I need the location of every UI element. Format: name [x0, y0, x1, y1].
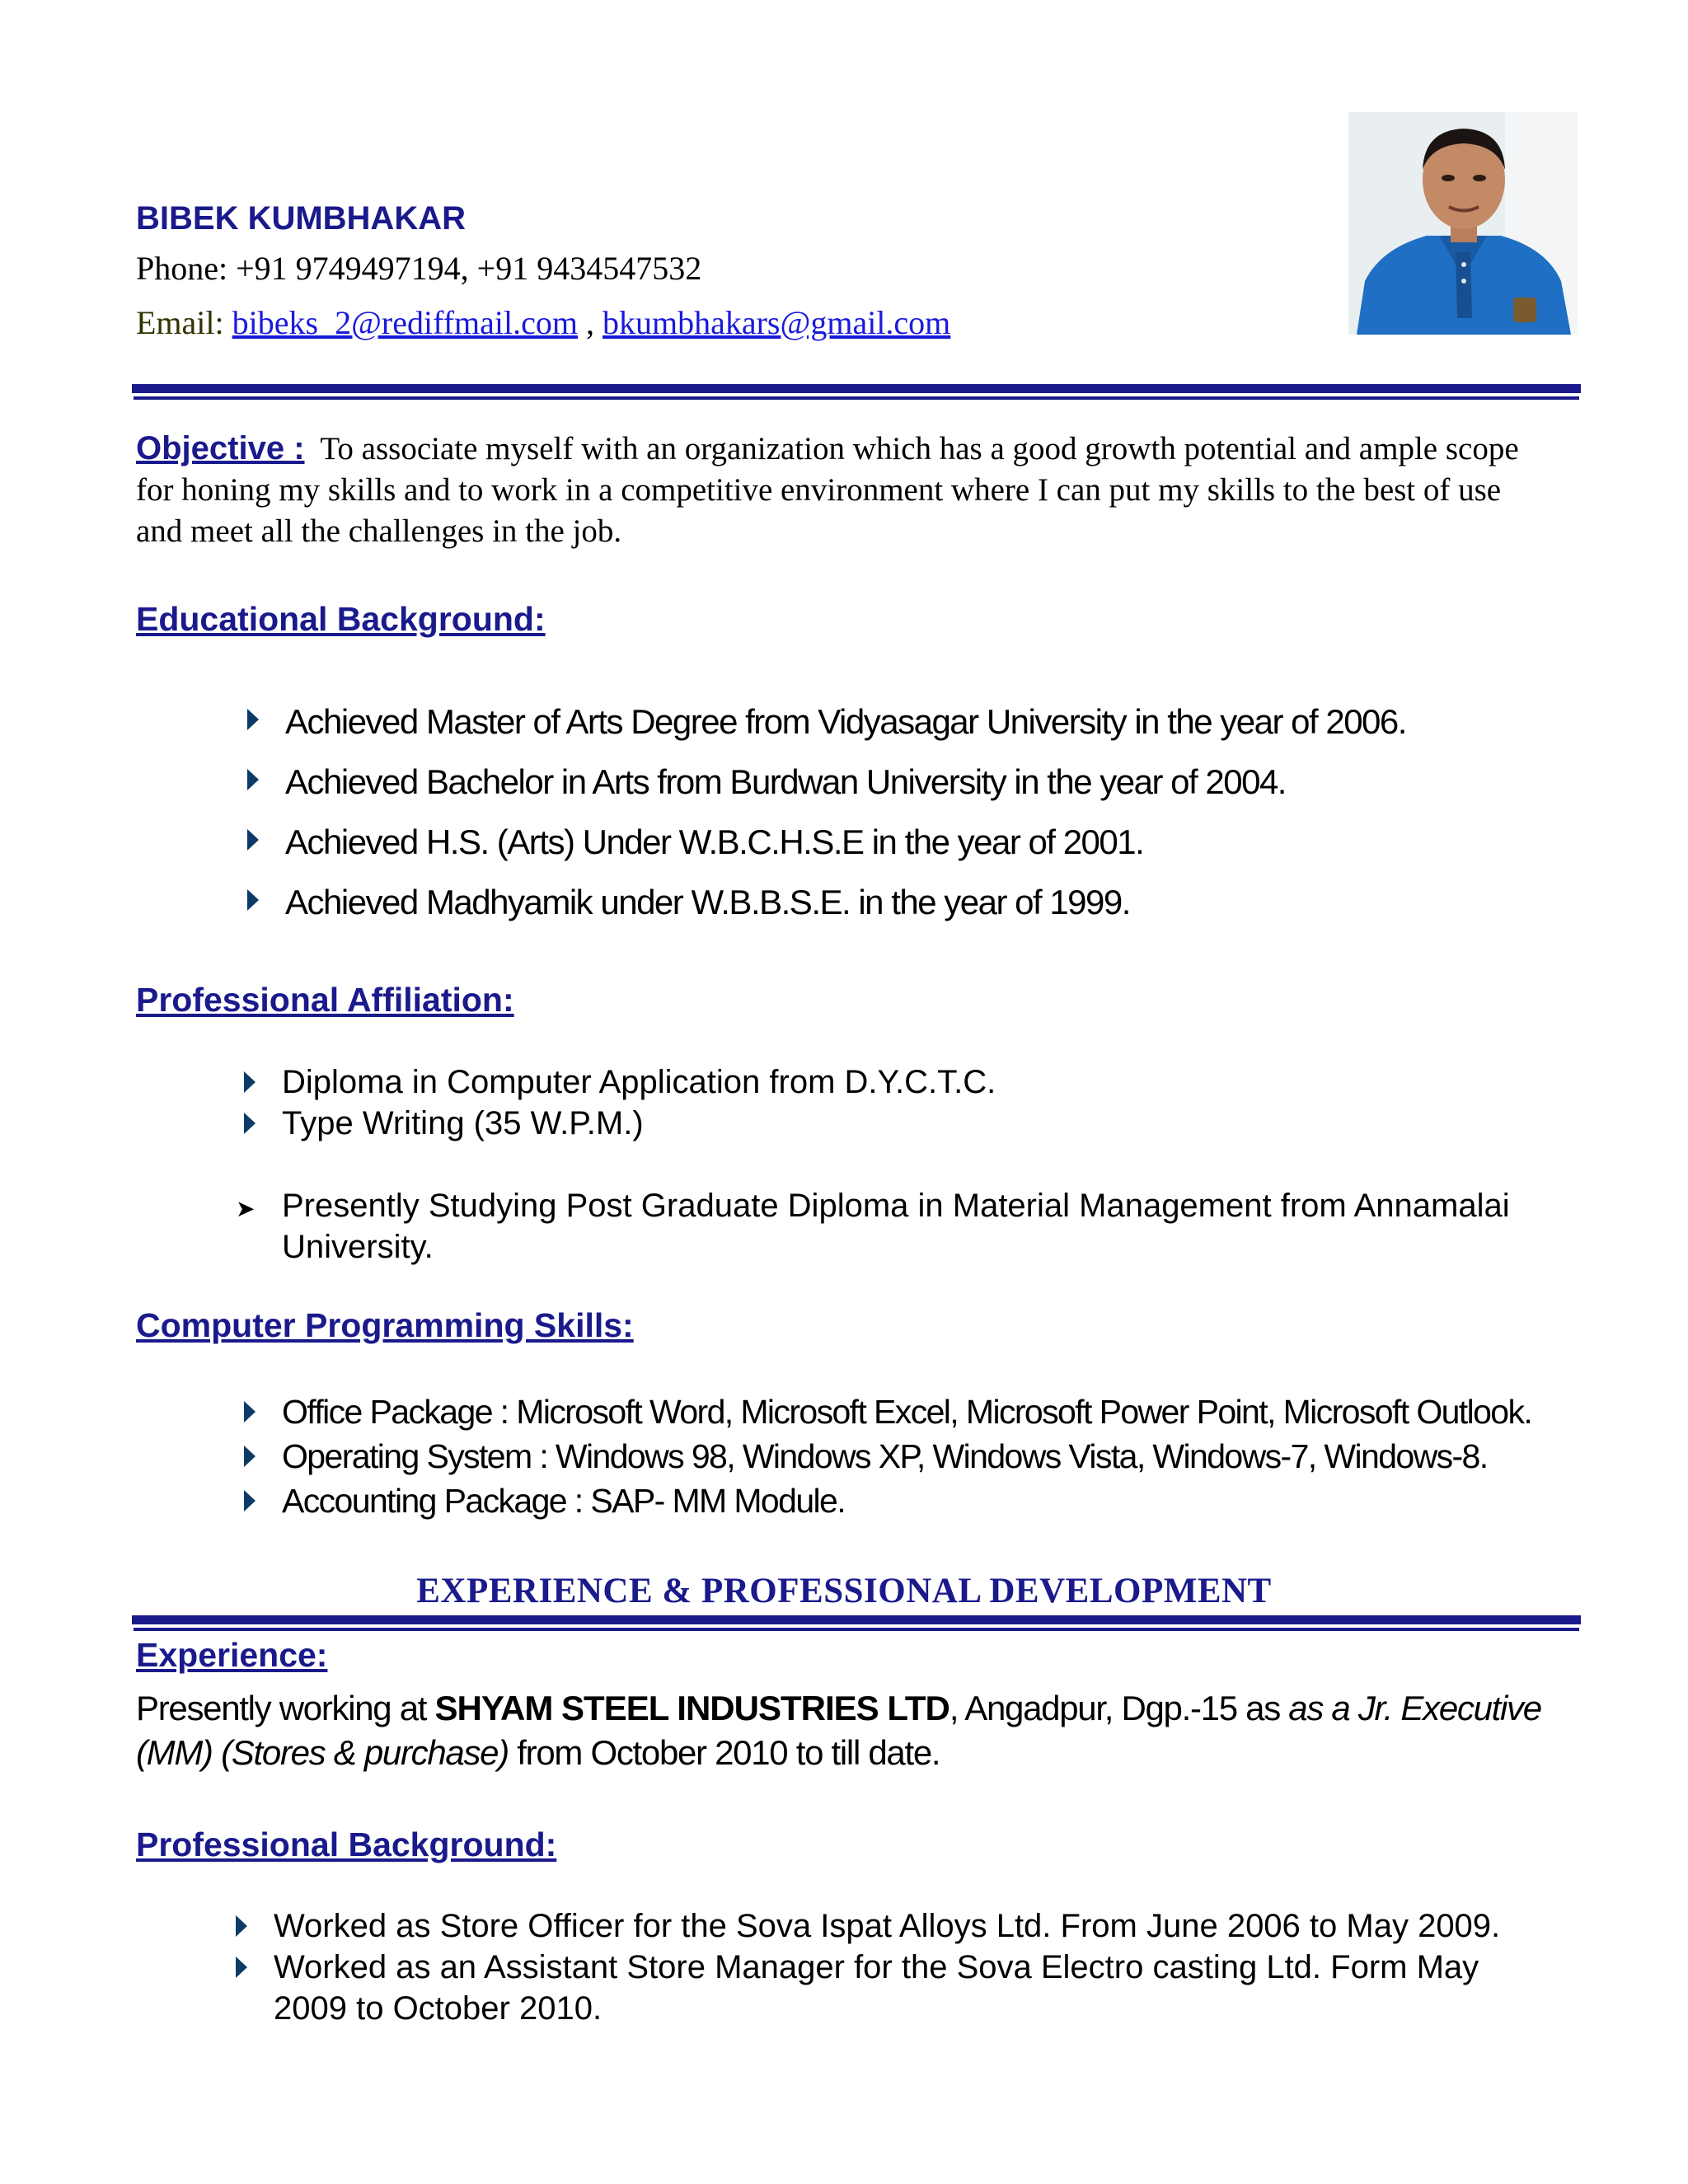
- email-separator: ,: [577, 304, 603, 341]
- skill-item: Operating System : Windows 98, Windows XP, Windows Vista, Windows-7, Windows-8.: [282, 1437, 1488, 1475]
- phone-line: [136, 249, 701, 288]
- objective-text: To associate myself with an organization which has a good growth potential and ample scope for honing my skills and to work in a competitive environment where I can put my skills to the best of use and meet all the challenges in the job.: [136, 431, 1519, 549]
- education-list: [247, 697, 1406, 938]
- triangle-bullet-icon: [244, 1113, 256, 1134]
- list-item: [247, 757, 1406, 818]
- background-item: Worked as an Assistant Store Manager for the Sova Electro casting Ltd. Form May 2009 to October 2010.: [274, 1949, 1479, 2027]
- experience-section-heading: EXPERIENCE & PROFESSIONAL DEVELOPMENT: [416, 1572, 1272, 1610]
- professional-background-list: [236, 1905, 1538, 2029]
- education-item: Achieved Madhyamik under W.B.B.S.E. in the year of 1999.: [285, 883, 1130, 921]
- phone-values: +91 9749497194, +91 9434547532: [236, 250, 702, 287]
- email-link-gmail[interactable]: bkumbhakars@gmail.com: [602, 304, 951, 341]
- education-item: Achieved Bachelor in Arts from Burdwan University in the year of 2004.: [285, 762, 1286, 801]
- email-label: Email:: [136, 304, 224, 341]
- study-text: Presently Studying Post Graduate Diploma in Material Management from Annamalai University.: [282, 1188, 1510, 1265]
- affiliation-item: Diploma in Computer Application from D.Y.C.T.C.: [282, 1064, 996, 1100]
- skills-title: Computer Programming Skills:: [136, 1306, 634, 1344]
- affiliation-title: Professional Affiliation:: [136, 981, 514, 1019]
- experience-title: Experience:: [136, 1636, 328, 1674]
- skill-item: Office Package : Microsoft Word, Microsoft Excel, Microsoft Power Point, Microsoft Outlook.: [282, 1393, 1532, 1431]
- experience-text-before: Presently working at: [136, 1689, 435, 1727]
- affiliation-item: Type Writing (35 W.P.M.): [282, 1105, 644, 1141]
- triangle-bullet-icon: [244, 1401, 256, 1422]
- list-item: [247, 818, 1406, 878]
- education-item: Achieved Master of Arts Degree from Vidyasagar University in the year of 2006.: [285, 702, 1406, 741]
- list-item: [244, 1390, 1531, 1434]
- experience-text-after: from October 2010 to till date.: [508, 1733, 940, 1772]
- profile-photo: [1348, 112, 1578, 335]
- triangle-bullet-icon: [236, 1957, 247, 1978]
- triangle-bullet-icon: [247, 769, 259, 790]
- experience-divider: [132, 1615, 1581, 1628]
- background-item: Worked as Store Officer for the Sova Ispat Alloys Ltd. From June 2006 to May 2009.: [274, 1908, 1501, 1944]
- header-divider: [132, 384, 1581, 396]
- list-item: [236, 1905, 1538, 1947]
- skills-list: [244, 1390, 1531, 1523]
- triangle-bullet-icon: [247, 829, 259, 851]
- list-item: [247, 878, 1406, 938]
- triangle-bullet-icon: [244, 1071, 256, 1093]
- list-item: [244, 1062, 996, 1103]
- study-item: [236, 1185, 1535, 1268]
- email-line: [136, 303, 950, 342]
- portrait-image: [1348, 112, 1578, 335]
- candidate-name: BIBEK KUMBHAKAR: [136, 200, 466, 237]
- triangle-bullet-icon: [236, 1915, 247, 1937]
- triangle-bullet-icon: [247, 709, 259, 730]
- objective-title: Objective :: [136, 430, 305, 466]
- phone-label: Phone:: [136, 250, 228, 287]
- education-title: Educational Background:: [136, 600, 546, 638]
- professional-background-title: Professional Background:: [136, 1825, 557, 1863]
- email-link-rediff[interactable]: bibeks_2@rediffmail.com: [232, 304, 578, 341]
- list-item: [236, 1947, 1538, 2029]
- experience-text-middle: , Angadpur, Dgp.-15 as: [949, 1689, 1289, 1727]
- list-item: [247, 697, 1406, 757]
- experience-text: [136, 1686, 1570, 1775]
- list-item: [244, 1479, 1531, 1523]
- job-role: as a Jr. Executive (MM) (Stores & purchase): [136, 1689, 1541, 1772]
- triangle-bullet-icon: [247, 889, 259, 911]
- objective-section: [136, 428, 1537, 552]
- triangle-bullet-icon: [244, 1446, 256, 1467]
- education-item: Achieved H.S. (Arts) Under W.B.C.H.S.E in the year of 2001.: [285, 823, 1144, 861]
- arrow-bullet-icon: ➤: [236, 1195, 256, 1222]
- list-item: [244, 1434, 1531, 1479]
- skill-item: Accounting Package : SAP- MM Module.: [282, 1482, 846, 1520]
- triangle-bullet-icon: [244, 1490, 256, 1511]
- affiliation-list: [244, 1062, 996, 1144]
- list-item: [244, 1103, 996, 1144]
- company-name: SHYAM STEEL INDUSTRIES LTD: [434, 1689, 950, 1727]
